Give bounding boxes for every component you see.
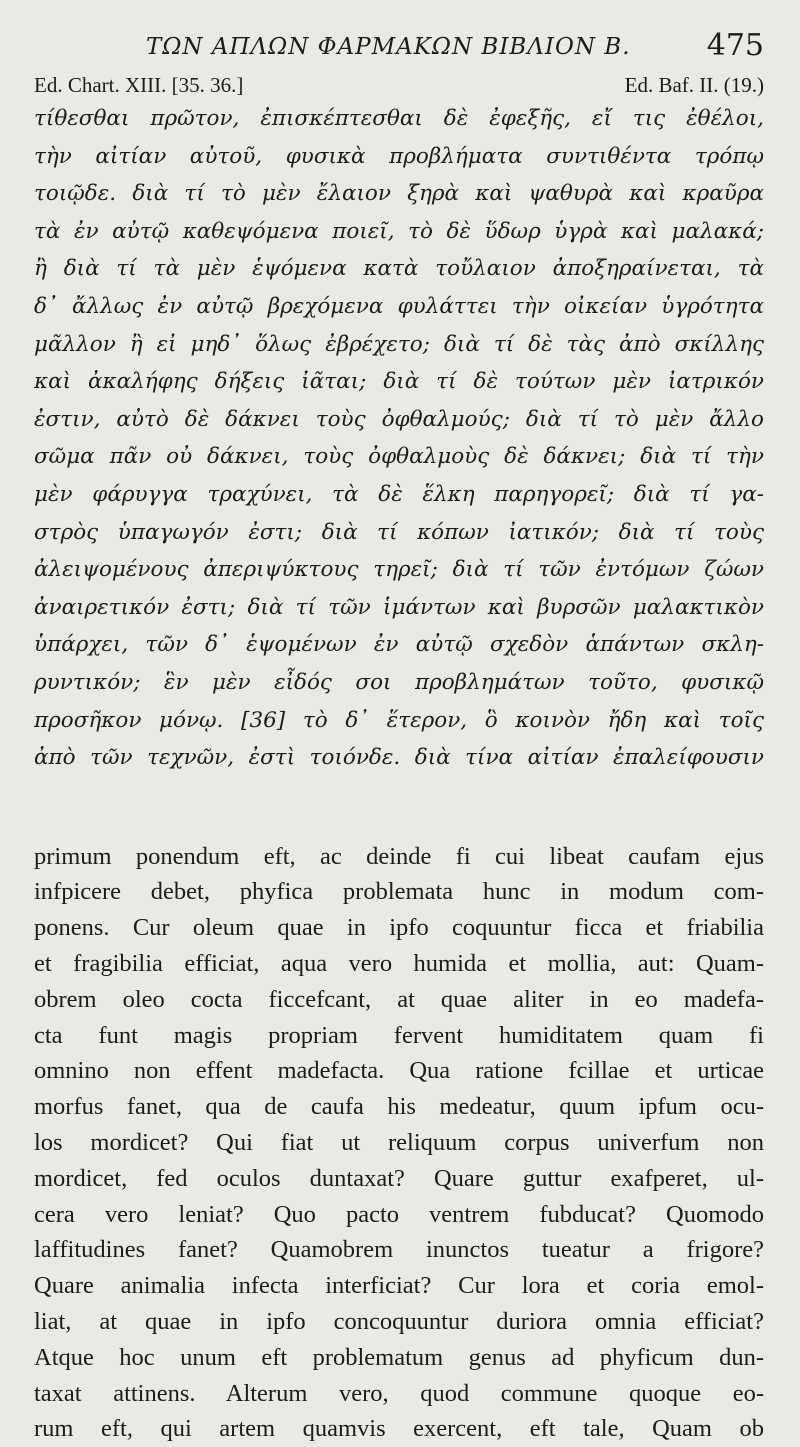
greek-text-line: καὶ ἀκαλήφης δήξεις ἰᾶται; διὰ τί δὲ τούτων μὲν ἰατρικόν xyxy=(34,369,764,395)
greek-text-line: ἐστιν, αὐτὸ δὲ δάκνει τοὺς ὀφθαλμούς; διὰ τί τὸ μὲν ἄλλο xyxy=(34,406,764,432)
greek-text-line: τοιῷδε. διὰ τί τὸ μὲν ἔλαιον ξηρὰ καὶ ψαθυρὰ καὶ κραῦρα xyxy=(34,181,764,207)
latin-text-line: cta funt magis propriam fervent humiditatem quam fi xyxy=(34,1021,764,1049)
greek-text-line: ἢ διὰ τί τὰ μὲν ἑψόμενα κατὰ τοὔλαιον ἀποξηραίνεται, τὰ xyxy=(34,256,764,282)
latin-text-line: primum ponendum eft, ac deinde fi cui libeat caufam ejus xyxy=(34,842,764,870)
running-title: ΤΩΝ ΑΠΛΩΝ ΦΑΡΜΑΚΩΝ ΒΙΒΛΙΟΝ Β. xyxy=(146,34,631,60)
latin-text-line: infpicere debet, phyfica problemata hunc in modum com- xyxy=(34,878,764,906)
latin-text-line: rum eft, qui artem quamvis exercent, eft tale, Quam ob xyxy=(34,1415,764,1443)
latin-text-line: et fragibilia efficiat, aqua vero humida et mollia, aut: Quam- xyxy=(34,950,764,978)
latin-text-line: liat, at quae in ipfo concoquuntur duriora omnia efficiat? xyxy=(34,1308,764,1336)
greek-text-line: σῶμα πᾶν οὐ δάκνει, τοὺς ὀφθαλμοὺς δὲ δάκνει; διὰ τί τὴν xyxy=(34,444,764,470)
greek-text-line: ὑπάρχει, τῶν δ᾽ ἑψομένων ἐν αὐτῷ σχεδὸν ἁπάντων σκλη- xyxy=(34,632,764,658)
latin-text-line: mordicet, fed oculos duntaxat? Quare guttur exafperet, ul- xyxy=(34,1164,764,1192)
latin-text-line: omnino non effent madefacta. Qua ratione fcillae et urticae xyxy=(34,1057,764,1085)
greek-text-line: προσῆκον μόνῳ. [36] τὸ δ᾽ ἕτερον, ὃ κοινὸν ἤδη καὶ τοῖς xyxy=(34,707,764,733)
edition-right: Ed. Baf. II. (19.) xyxy=(624,73,764,97)
section-gap xyxy=(34,777,764,839)
latin-text-line: ponens. Cur oleum quae in ipfo coquuntur ficca et friabilia xyxy=(34,914,764,942)
page-number: 475 xyxy=(706,28,764,63)
greek-text-line: μὲν φάρυγγα τραχύνει, τὰ δὲ ἕλκη παρηγορεῖ; διὰ τί γα- xyxy=(34,481,764,507)
latin-text-line: los mordicet? Qui fiat ut reliquum corpus univerfum non xyxy=(34,1129,764,1157)
greek-text-line: ἀναιρετικόν ἐστι; διὰ τί τῶν ἱμάντων καὶ βυρσῶν μαλακτικὸν xyxy=(34,594,764,620)
edition-left: Ed. Chart. XIII. [35. 36.] xyxy=(34,73,244,97)
latin-text-line: obrem oleo cocta ficcefcant, at quae aliter in eo madefa- xyxy=(34,985,764,1013)
latin-text-line: Quare animalia infecta interficiat? Cur lora et coria emol- xyxy=(34,1272,764,1300)
greek-text-line: τίθεσθαι πρῶτον, ἐπισκέπτεσθαι δὲ ἐφεξῆς, εἴ τις ἐθέλοι, xyxy=(34,106,764,131)
latin-text-line: cera vero leniat? Quo pacto ventrem fubducat? Quomodo xyxy=(34,1200,764,1228)
greek-text-line: ρυντικόν; ἓν μὲν εἶδός σοι προβλημάτων τοῦτο, φυσικῷ xyxy=(34,669,764,695)
latin-text-block xyxy=(34,839,764,1447)
greek-text-line: δ᾽ ἄλλως ἐν αὐτῷ βρεχόμενα φυλάττει τὴν οἰκείαν ὑγρότητα xyxy=(34,293,764,319)
greek-text-line: μᾶλλον ἢ εἰ μηδ᾽ ὅλως ἐβρέχετο; διὰ τί δὲ τὰς ἀπὸ σκίλλης xyxy=(34,331,764,357)
greek-text-block xyxy=(34,100,764,777)
greek-text-line: τὴν αἰτίαν αὐτοῦ, φυσικὰ προβλήματα συντιθέντα τρόπῳ xyxy=(34,143,764,169)
greek-text-line: τὰ ἐν αὐτῷ καθεψόμενα ποιεῖ, τὸ δὲ ὕδωρ ὑγρὰ καὶ μαλακά; xyxy=(34,218,764,244)
latin-text-line: laffitudines fanet? Quamobrem inunctos tueatur a frigore? xyxy=(34,1236,764,1264)
greek-text-line: στρὸς ὑπαγωγόν ἐστι; διὰ τί κόπων ἰατικόν; διὰ τί τοὺς xyxy=(34,519,764,545)
latin-text-line: morfus fanet, qua de caufa his medeatur, quum ipfum ocu- xyxy=(34,1093,764,1121)
latin-text-line: taxat attinens. Alterum vero, quod commune quoque eo- xyxy=(34,1379,764,1407)
greek-text-line: ἀλειψομένους ἀπεριψύκτους τηρεῖ; διὰ τί τῶν ἐντόμων ζώων xyxy=(34,557,764,583)
latin-text-line: Atque hoc unum eft problematum genus ad phyficum dun- xyxy=(34,1343,764,1371)
edition-line xyxy=(34,70,764,100)
greek-text-line: ἀπὸ τῶν τεχνῶν, ἐστὶ τοιόνδε. διὰ τίνα αἰτίαν ἐπαλείφουσιν xyxy=(34,745,764,771)
page-header xyxy=(34,26,764,70)
